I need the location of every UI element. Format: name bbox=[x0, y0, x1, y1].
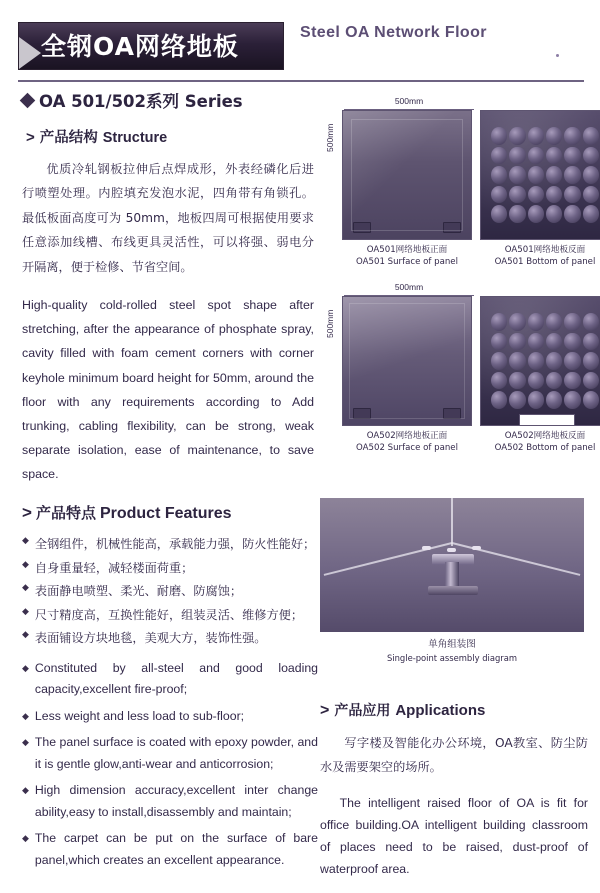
features-heading-en: Product Features bbox=[99, 505, 232, 522]
dimension-top-value: 500mm bbox=[394, 96, 424, 106]
floor-seam-line bbox=[451, 498, 453, 546]
panel-bottom-image-oa502 bbox=[480, 296, 600, 426]
caption-en: OA502 Surface of panel bbox=[356, 443, 458, 454]
pedestal-stem bbox=[445, 562, 459, 588]
caption-en: OA502 Bottom of panel bbox=[494, 443, 596, 454]
decorative-dot-icon bbox=[556, 54, 559, 57]
corner-lock-icon bbox=[353, 222, 371, 233]
feature-en-text: High dimension accuracy,excellent inter change ability,easy to install,disassembly and maintain; bbox=[34, 783, 318, 819]
caption-cn: OA502网络地板正面 bbox=[366, 431, 448, 441]
caption-en: OA501 Surface of panel bbox=[356, 257, 458, 268]
screw-icon bbox=[447, 548, 456, 552]
diamond-bullet-icon: ◆ bbox=[22, 662, 29, 673]
panel-surface-image-oa501 bbox=[342, 110, 472, 240]
applications-section bbox=[320, 700, 588, 893]
list-item bbox=[22, 780, 318, 823]
applications-heading bbox=[320, 700, 588, 720]
feature-cn-text: 表面铺设方块地毯，美观大方，装饰性强。 bbox=[34, 631, 267, 646]
applications-text-cn: 写字楼及智能化办公环境，OA教室、防尘防水及需要架空的场所。 bbox=[320, 736, 588, 774]
feature-en-text: The panel surface is coated with epoxy powder, and it is gentle glow,anti-wear and anticorrosion; bbox=[34, 735, 318, 771]
diamond-bullet-icon: ◆ bbox=[22, 737, 29, 748]
diamond-bullet-icon: ◆ bbox=[22, 559, 29, 570]
assembly-photo bbox=[320, 498, 584, 632]
screw-icon bbox=[422, 546, 431, 550]
screw-icon bbox=[472, 546, 481, 550]
diamond-bullet-icon: ◆ bbox=[22, 583, 29, 594]
page-header bbox=[0, 14, 600, 76]
caption-cn: OA501网络地板反面 bbox=[504, 245, 586, 255]
list-item bbox=[22, 828, 318, 871]
left-column bbox=[22, 88, 314, 497]
pedestal-base bbox=[428, 586, 478, 595]
panel-images-row bbox=[342, 110, 600, 240]
product-features-section bbox=[22, 502, 318, 876]
header-title-cn: 全钢OA网络地板 bbox=[41, 31, 239, 61]
feature-cn-text: 全钢组件，机械性能高，承载能力强，防火性能好； bbox=[34, 537, 316, 551]
assembly-caption bbox=[320, 638, 584, 665]
list-item bbox=[22, 533, 318, 556]
feature-cn-text: 自身重量轻，减轻楼面荷重； bbox=[34, 560, 194, 575]
caption-surface-oa502 bbox=[342, 430, 472, 455]
structure-heading-en: Structure bbox=[102, 130, 168, 146]
dimension-label-left: 500mm bbox=[325, 123, 335, 152]
diamond-bullet-icon: ◆ bbox=[22, 606, 29, 617]
caption-bottom-oa502 bbox=[480, 430, 600, 455]
caption-bottom-oa501 bbox=[480, 244, 600, 269]
list-item bbox=[22, 658, 318, 701]
list-item bbox=[22, 604, 318, 627]
structure-paragraph-cn: 优质冷轧钢板拉伸后点焊成形，外表经磷化后进行喷塑处理。内腔填充发泡水泥，四角带有角锁孔。最低板面高度可为 50mm，地板四周可根据使用要求任意添加线槽、布线更具灵活性，可以将强、弱电分开隔离，便于检修、节省空间。 bbox=[22, 162, 314, 274]
applications-text-en: The intelligent raised floor of OA is fit for office building.OA intelligent building classroom of places need to be raised, dust-proof of waterproof area. bbox=[320, 796, 588, 877]
features-heading-cn: 产品特点 bbox=[35, 504, 96, 522]
list-item bbox=[22, 580, 318, 603]
caption-cn: OA502网络地板反面 bbox=[504, 431, 586, 441]
series-title: OA 501/502系列 Series bbox=[39, 92, 243, 111]
arrow-marker-icon: > bbox=[320, 702, 330, 719]
structure-heading bbox=[26, 126, 314, 147]
list-item bbox=[22, 557, 318, 580]
list-item bbox=[22, 706, 318, 728]
assembly-figure bbox=[320, 498, 584, 665]
assembly-caption-cn: 单角组装图 bbox=[428, 639, 476, 650]
structure-paragraph-en: High-quality cold-rolled steel spot shape after stretching, after the appearance of phosphate spray, cavity filled with foam cement corners with corner keyhole minimum board height for 50mm, around the floor with any requirements according to Add trunking, cabling flexibility, can be strong, weak separate isolation, ease of maintenance, to save space. bbox=[22, 298, 314, 482]
diamond-bullet-icon: ◆ bbox=[22, 785, 29, 796]
applications-heading-en: Applications bbox=[395, 702, 486, 719]
panel-surface-image-oa502 bbox=[342, 296, 472, 426]
structure-heading-cn: 产品结构 bbox=[39, 130, 98, 146]
dimension-label-left: 500mm bbox=[325, 309, 335, 338]
corner-lock-icon bbox=[353, 408, 371, 419]
panel-notch bbox=[519, 414, 575, 426]
diamond-bullet-icon: ◆ bbox=[22, 630, 29, 641]
caption-surface-oa501 bbox=[342, 244, 472, 269]
diamond-bullet-icon: ◆ bbox=[22, 536, 29, 546]
panel-captions-row bbox=[342, 244, 600, 269]
arrow-marker-icon: > bbox=[22, 503, 32, 522]
panel-bottom-image-oa501 bbox=[480, 110, 600, 240]
header-divider bbox=[18, 80, 584, 82]
applications-heading-cn: 产品应用 bbox=[334, 703, 391, 719]
corner-lock-icon bbox=[443, 222, 461, 233]
feature-cn-text: 表面静电喷塑、柔光、耐磨、防腐蚀； bbox=[34, 584, 243, 599]
diamond-bullet-icon: ◆ bbox=[22, 833, 29, 844]
arrow-marker-icon: > bbox=[26, 129, 35, 146]
series-title-row bbox=[22, 88, 314, 112]
feature-cn-text: 尺寸精度高，互换性能好，组装灵活、维修方便； bbox=[34, 607, 304, 622]
header-title-cn-wrap bbox=[41, 29, 277, 63]
header-title-en: Steel OA Network Floor bbox=[300, 24, 487, 41]
feature-en-text: Less weight and less load to sub-floor; bbox=[34, 708, 245, 723]
caption-en: OA501 Bottom of panel bbox=[494, 257, 596, 268]
bump-grid bbox=[491, 313, 599, 409]
dimension-top-value: 500mm bbox=[394, 282, 424, 292]
wedge-icon bbox=[19, 37, 41, 69]
diamond-bullet-icon: ◆ bbox=[22, 710, 29, 721]
feature-en-text: The carpet can be put on the surface of bare panel,which creates an excellent appearance. bbox=[34, 831, 318, 867]
features-heading bbox=[22, 502, 318, 523]
caption-cn: OA501网络地板正面 bbox=[366, 245, 448, 255]
list-item bbox=[22, 732, 318, 775]
header-title-band bbox=[18, 22, 284, 70]
list-item bbox=[22, 627, 318, 650]
feature-en-text: Constituted by all-steel and good loading capacity,excellent fire-proof; bbox=[34, 660, 318, 697]
corner-lock-icon bbox=[443, 408, 461, 419]
panel-captions-row bbox=[342, 430, 600, 455]
assembly-caption-en: Single-point assembly diagram bbox=[386, 653, 518, 664]
diamond-icon bbox=[20, 92, 36, 108]
bump-grid bbox=[491, 127, 599, 223]
panel-images-row bbox=[342, 296, 600, 426]
